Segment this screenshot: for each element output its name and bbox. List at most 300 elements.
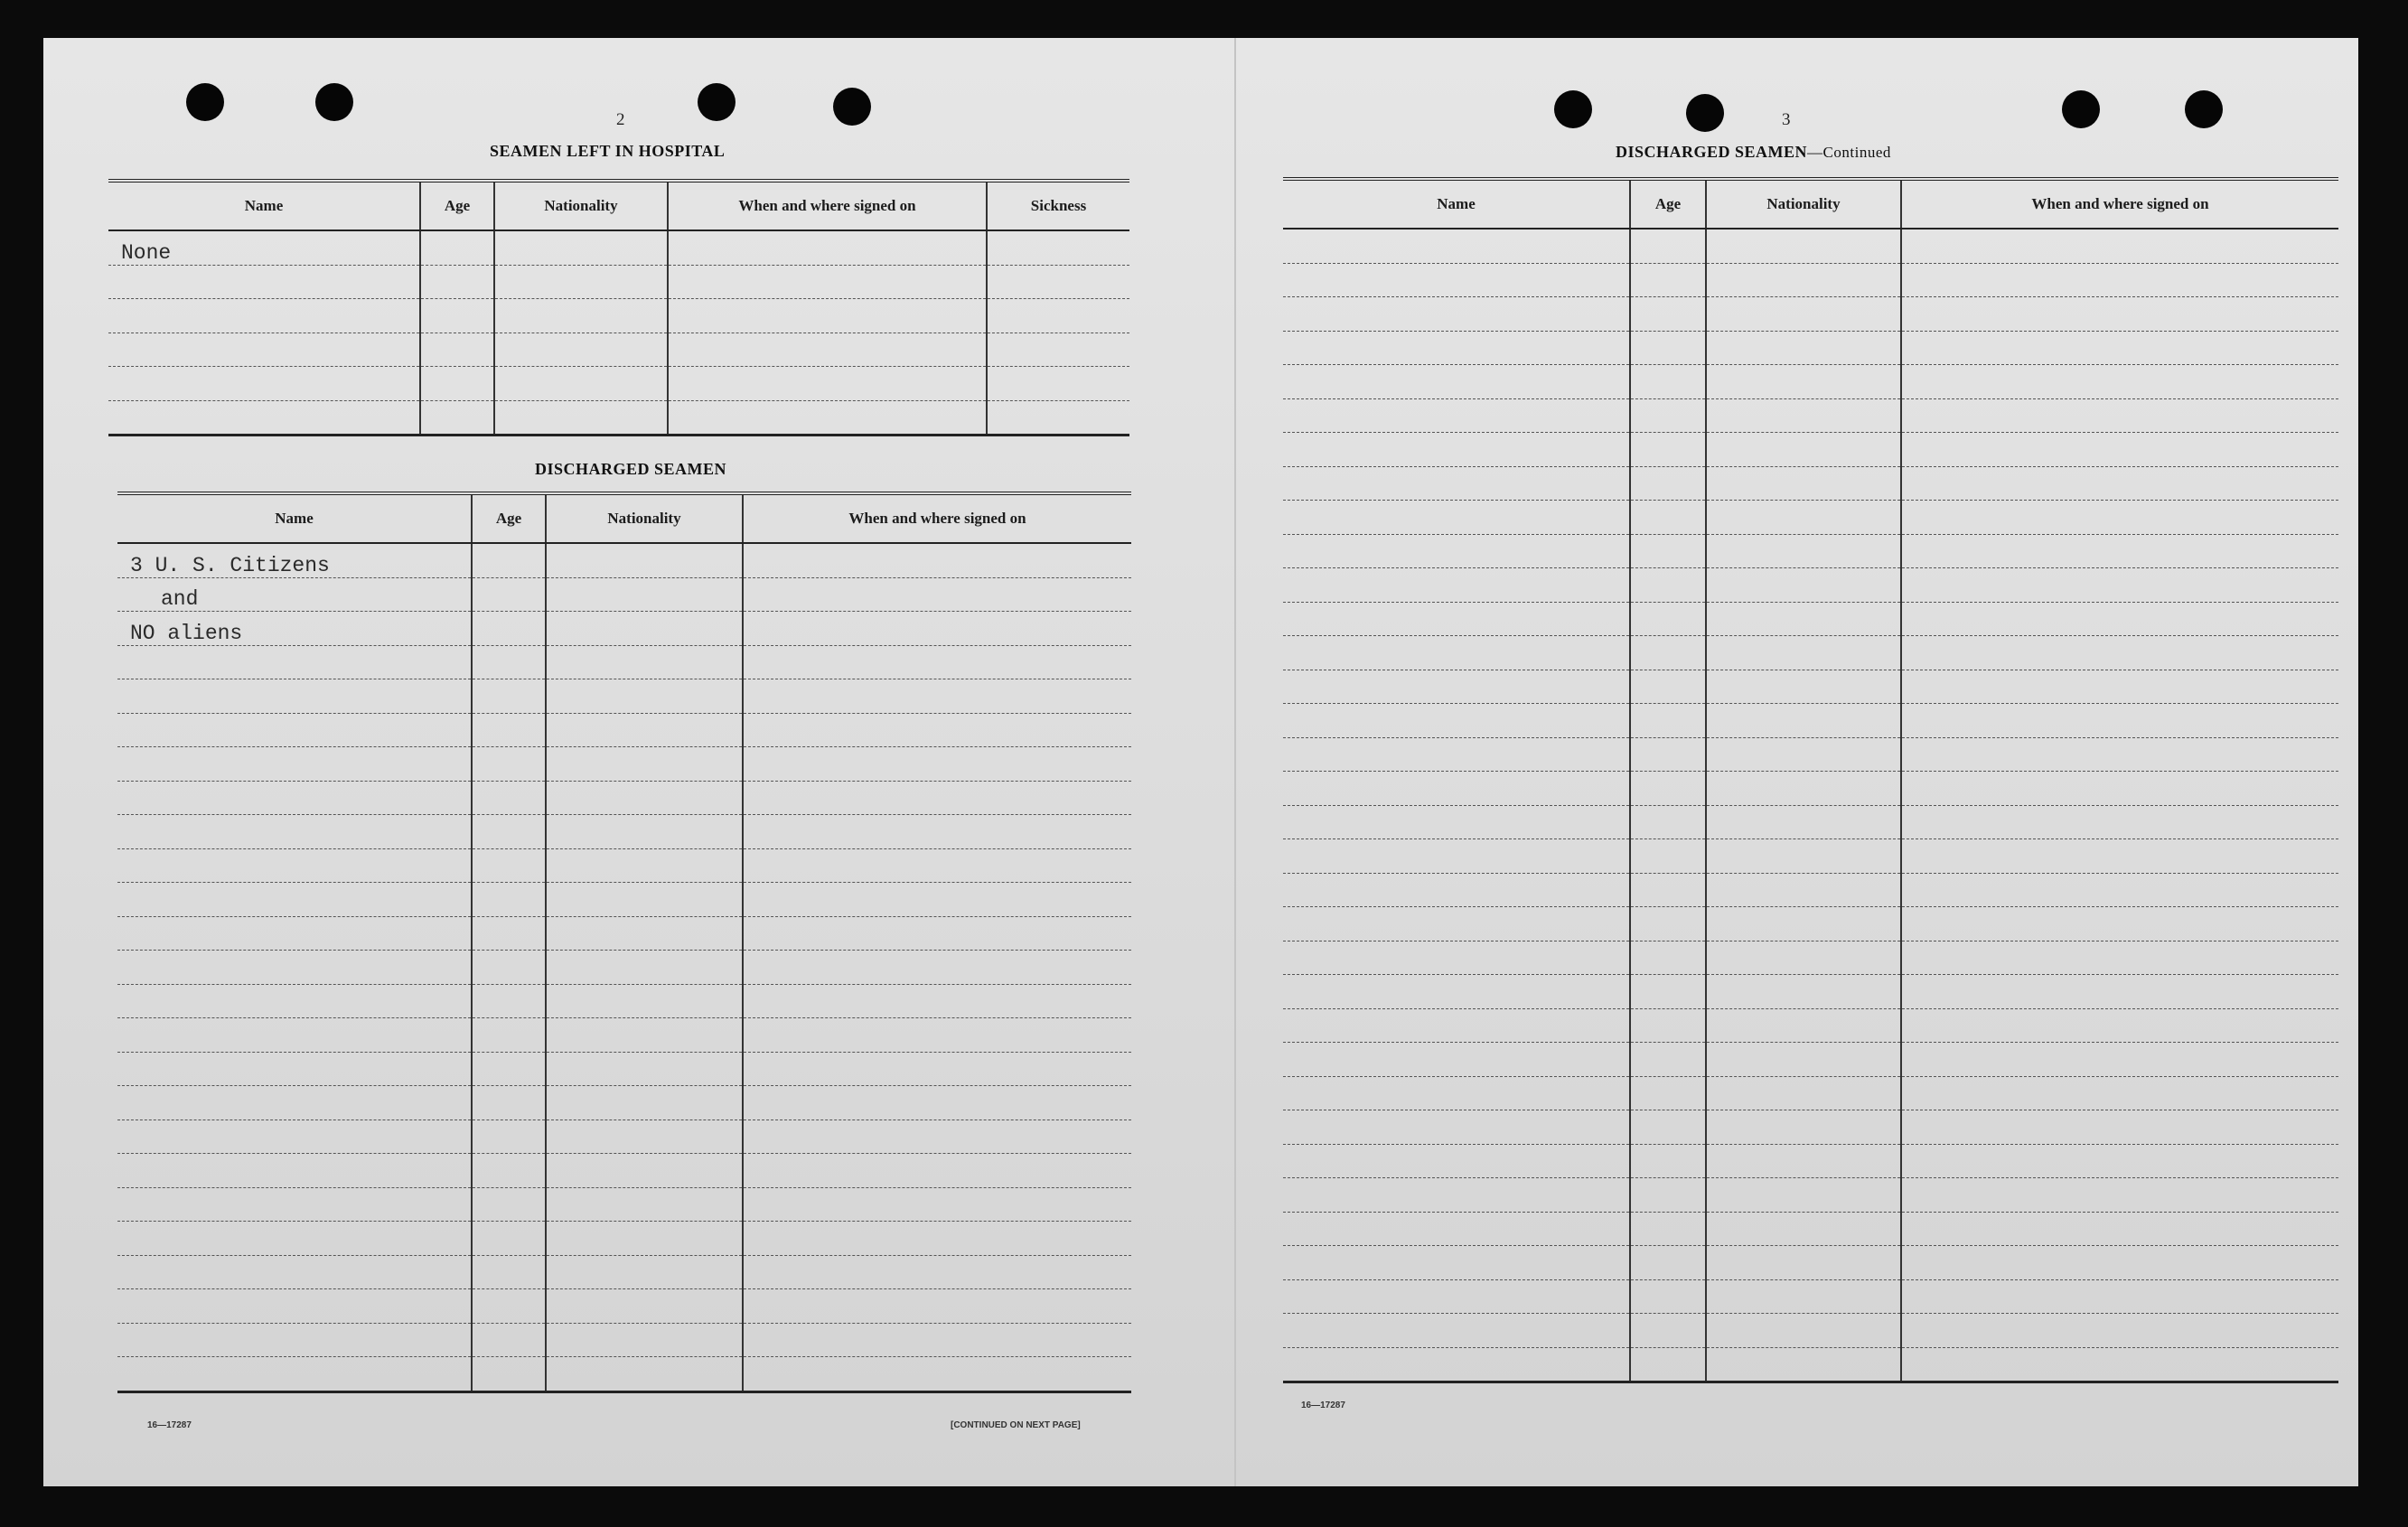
punch-hole — [1686, 94, 1724, 132]
table-cell — [1706, 602, 1901, 636]
table-cell — [1901, 433, 2338, 467]
table-cell — [1901, 1076, 2338, 1110]
table-cell — [1901, 1279, 2338, 1314]
name-cell — [1283, 1314, 1630, 1348]
table-row — [1283, 873, 2338, 907]
table-cell — [1706, 501, 1901, 535]
table-cell — [1901, 1008, 2338, 1043]
table-row — [1283, 365, 2338, 399]
name-cell — [1283, 873, 1630, 907]
table-cell — [1706, 1212, 1901, 1246]
table-cell — [1901, 737, 2338, 772]
table-cell — [1706, 805, 1901, 839]
table-cell — [1901, 501, 2338, 535]
table-cell — [1706, 636, 1901, 670]
name-cell — [1283, 1212, 1630, 1246]
table-cell — [546, 984, 743, 1018]
table-cell — [546, 747, 743, 782]
table-row — [117, 679, 1131, 714]
table-cell — [743, 1255, 1131, 1289]
name-cell — [1283, 1279, 1630, 1314]
table-cell — [743, 1018, 1131, 1053]
name-cell — [1283, 229, 1630, 263]
table-row — [1283, 229, 2338, 263]
table-cell — [420, 299, 494, 333]
table-cell — [1706, 398, 1901, 433]
name-cell — [1283, 602, 1630, 636]
table-row — [1283, 398, 2338, 433]
punch-hole — [2185, 90, 2223, 128]
table-cell — [668, 265, 987, 299]
column-header: When and where signed on — [743, 493, 1131, 543]
column-header: Name — [1283, 179, 1630, 229]
table-cell — [546, 815, 743, 849]
table-cell — [987, 265, 1129, 299]
table-cell — [472, 883, 546, 917]
table-row — [117, 984, 1131, 1018]
table-cell — [1901, 602, 2338, 636]
table-cell — [743, 951, 1131, 985]
name-cell — [1283, 1008, 1630, 1043]
table-cell — [472, 848, 546, 883]
column-header: Age — [472, 493, 546, 543]
table-cell — [420, 400, 494, 436]
table-cell — [668, 333, 987, 367]
table-cell — [1630, 1043, 1706, 1077]
name-cell — [1283, 704, 1630, 738]
table-row — [1283, 1212, 2338, 1246]
table-cell — [1901, 704, 2338, 738]
table-row — [117, 1289, 1131, 1324]
table-cell — [1706, 534, 1901, 568]
table-cell — [1630, 263, 1706, 297]
table-cell — [743, 543, 1131, 577]
table-cell — [472, 679, 546, 714]
continued-suffix: —Continued — [1807, 144, 1891, 161]
column-header: Nationality — [1706, 179, 1901, 229]
table-cell — [546, 1018, 743, 1053]
table-cell — [1901, 466, 2338, 501]
name-cell — [117, 1222, 472, 1256]
punch-hole — [315, 83, 353, 121]
table-cell — [1630, 1279, 1706, 1314]
table-row — [1283, 1110, 2338, 1145]
column-header: When and where signed on — [668, 181, 987, 230]
table-row — [1283, 263, 2338, 297]
name-cell — [117, 916, 472, 951]
table-cell — [743, 1357, 1131, 1392]
table-row — [117, 1052, 1131, 1086]
table-cell — [1630, 1144, 1706, 1178]
center-fold — [1234, 38, 1236, 1486]
table-cell — [420, 333, 494, 367]
table-cell — [1901, 805, 2338, 839]
name-cell — [117, 1289, 472, 1324]
table-cell — [1630, 704, 1706, 738]
table-cell — [1901, 636, 2338, 670]
table-cell — [420, 230, 494, 265]
name-cell — [1283, 1347, 1630, 1382]
table-cell — [472, 1154, 546, 1188]
table-cell — [1901, 1246, 2338, 1280]
table-cell — [420, 367, 494, 401]
name-cell — [117, 713, 472, 747]
name-cell — [1283, 1110, 1630, 1145]
table-row — [1283, 1043, 2338, 1077]
table-cell — [494, 367, 668, 401]
table-cell — [546, 1289, 743, 1324]
form-number-left: 16—17287 — [147, 1420, 192, 1430]
table-cell — [1706, 568, 1901, 603]
table-cell — [1901, 1144, 2338, 1178]
column-header: Age — [1630, 179, 1706, 229]
table-cell — [472, 543, 546, 577]
table-row — [1283, 501, 2338, 535]
name-cell — [1283, 670, 1630, 704]
table-cell — [546, 1119, 743, 1154]
page-number-right: 3 — [1782, 110, 1791, 129]
table-cell — [743, 612, 1131, 646]
table-row — [117, 1018, 1131, 1053]
table-cell — [1630, 737, 1706, 772]
table-row — [117, 1357, 1131, 1392]
name-cell: NO aliens — [117, 612, 472, 646]
table-cell — [743, 1222, 1131, 1256]
column-header: Sickness — [987, 181, 1129, 230]
name-cell — [117, 1018, 472, 1053]
table-row — [117, 713, 1131, 747]
table-cell — [743, 1187, 1131, 1222]
table-cell — [472, 1323, 546, 1357]
name-cell — [1283, 501, 1630, 535]
discharged-section-title: DISCHARGED SEAMEN — [535, 460, 727, 478]
table-row — [117, 1323, 1131, 1357]
table-row — [117, 848, 1131, 883]
table-cell — [546, 781, 743, 815]
table-cell — [1630, 907, 1706, 941]
name-cell — [117, 1086, 472, 1120]
table-cell — [1706, 907, 1901, 941]
name-cell — [1283, 975, 1630, 1009]
table-cell — [1706, 365, 1901, 399]
name-cell — [117, 1323, 472, 1357]
name-cell — [117, 1154, 472, 1188]
discharged-continued-title — [1616, 143, 1891, 162]
table-cell — [472, 781, 546, 815]
table-cell — [1630, 229, 1706, 263]
table-cell — [743, 916, 1131, 951]
table-row — [1283, 805, 2338, 839]
table-cell — [1706, 1314, 1901, 1348]
table-row — [1283, 1008, 2338, 1043]
document-sheet — [43, 38, 2358, 1486]
table-cell — [743, 1086, 1131, 1120]
table-cell — [743, 645, 1131, 679]
table-cell — [1901, 263, 2338, 297]
table-row — [117, 916, 1131, 951]
name-cell — [1283, 805, 1630, 839]
name-cell — [1283, 297, 1630, 332]
table-cell — [1630, 772, 1706, 806]
table-cell — [1706, 466, 1901, 501]
name-cell — [1283, 1043, 1630, 1077]
name-cell — [117, 1052, 472, 1086]
table-row — [117, 747, 1131, 782]
table-cell — [1630, 534, 1706, 568]
table-cell — [668, 299, 987, 333]
table-cell — [987, 367, 1129, 401]
table-cell — [743, 883, 1131, 917]
table-cell — [546, 1323, 743, 1357]
name-cell — [1283, 568, 1630, 603]
table-row — [1283, 772, 2338, 806]
table-cell — [743, 848, 1131, 883]
table-cell — [743, 1323, 1131, 1357]
table-row — [117, 1119, 1131, 1154]
table-cell — [546, 1255, 743, 1289]
form-number-right: 16—17287 — [1301, 1401, 1345, 1410]
table-cell — [1901, 1110, 2338, 1145]
table-row — [1283, 1246, 2338, 1280]
table-cell — [1706, 704, 1901, 738]
table-cell — [546, 951, 743, 985]
table-cell — [743, 713, 1131, 747]
table-cell — [743, 1289, 1131, 1324]
table-cell — [1706, 839, 1901, 874]
hospital-section-title: SEAMEN LEFT IN HOSPITAL — [490, 142, 726, 160]
table-row — [117, 815, 1131, 849]
table-cell — [1630, 501, 1706, 535]
table-row — [108, 299, 1129, 333]
table-cell — [1901, 398, 2338, 433]
table-cell — [1630, 602, 1706, 636]
column-header: Name — [117, 493, 472, 543]
table-cell — [987, 400, 1129, 436]
table-cell — [1630, 398, 1706, 433]
table-cell — [472, 1222, 546, 1256]
table-cell — [1630, 433, 1706, 467]
table-cell — [1630, 670, 1706, 704]
table-cell — [1706, 1279, 1901, 1314]
column-header: When and where signed on — [1901, 179, 2338, 229]
table-cell — [1901, 1043, 2338, 1077]
table-cell — [1901, 1314, 2338, 1348]
table-cell — [668, 230, 987, 265]
table-row — [117, 1187, 1131, 1222]
table-cell — [743, 984, 1131, 1018]
column-header: Name — [108, 181, 420, 230]
name-cell — [117, 1187, 472, 1222]
table-cell — [1901, 975, 2338, 1009]
table-cell — [1630, 365, 1706, 399]
table-cell — [1630, 636, 1706, 670]
table-cell — [743, 577, 1131, 612]
column-header: Nationality — [546, 493, 743, 543]
table-cell — [546, 543, 743, 577]
table-row — [1283, 704, 2338, 738]
name-cell — [117, 1255, 472, 1289]
table-cell — [472, 1289, 546, 1324]
name-cell — [1283, 466, 1630, 501]
table-cell — [1630, 941, 1706, 975]
table-row — [117, 951, 1131, 985]
table-cell — [420, 265, 494, 299]
table-cell — [472, 1187, 546, 1222]
name-cell — [1283, 263, 1630, 297]
table-cell — [472, 645, 546, 679]
table-row — [117, 1154, 1131, 1188]
table-cell — [546, 1187, 743, 1222]
table-row — [1283, 602, 2338, 636]
table-row — [1283, 636, 2338, 670]
table-cell — [1901, 365, 2338, 399]
table-cell — [1630, 873, 1706, 907]
name-cell — [117, 747, 472, 782]
name-cell — [1283, 907, 1630, 941]
table-row — [1283, 1347, 2338, 1382]
name-cell — [117, 951, 472, 985]
table-cell — [472, 1119, 546, 1154]
table-cell — [1630, 568, 1706, 603]
table-cell — [743, 815, 1131, 849]
table-cell — [1706, 1008, 1901, 1043]
table-cell — [472, 1052, 546, 1086]
name-cell — [1283, 636, 1630, 670]
name-cell: 3 U. S. Citizens — [117, 543, 472, 577]
table-cell — [743, 679, 1131, 714]
table-cell — [1901, 873, 2338, 907]
table-cell — [1630, 297, 1706, 332]
table-row — [1283, 975, 2338, 1009]
table-cell — [987, 230, 1129, 265]
table-row — [1283, 1314, 2338, 1348]
table-row — [117, 645, 1131, 679]
table-row — [1283, 1076, 2338, 1110]
table-cell — [546, 713, 743, 747]
table-cell — [1706, 1043, 1901, 1077]
table-cell — [472, 1086, 546, 1120]
table-cell — [1901, 568, 2338, 603]
table-cell — [743, 1119, 1131, 1154]
table-row — [1283, 1144, 2338, 1178]
table-cell — [472, 1018, 546, 1053]
table-cell — [472, 916, 546, 951]
table-cell — [472, 713, 546, 747]
table-cell — [1706, 737, 1901, 772]
table-cell — [1706, 873, 1901, 907]
table-cell — [546, 1052, 743, 1086]
table-row — [117, 883, 1131, 917]
table-cell — [1901, 1347, 2338, 1382]
name-cell: None — [108, 230, 420, 265]
name-cell — [1283, 1178, 1630, 1213]
table-cell — [1706, 670, 1901, 704]
table-cell — [472, 984, 546, 1018]
table-cell — [1901, 331, 2338, 365]
table-row — [1283, 941, 2338, 975]
name-cell — [1283, 737, 1630, 772]
table-cell — [1706, 772, 1901, 806]
table-row — [117, 1222, 1131, 1256]
table-cell — [1901, 941, 2338, 975]
table-cell — [1901, 670, 2338, 704]
table-cell — [743, 747, 1131, 782]
table-row — [117, 1255, 1131, 1289]
name-cell — [117, 883, 472, 917]
table-cell — [546, 577, 743, 612]
name-cell — [108, 299, 420, 333]
table-cell — [494, 333, 668, 367]
table-cell — [472, 1357, 546, 1392]
table-row — [1283, 907, 2338, 941]
table-cell — [1706, 297, 1901, 332]
name-cell — [117, 848, 472, 883]
table-row — [1283, 1279, 2338, 1314]
table-cell — [1630, 1076, 1706, 1110]
table-cell — [1630, 805, 1706, 839]
name-cell — [117, 1357, 472, 1392]
table-cell — [1901, 1178, 2338, 1213]
table-row — [1283, 737, 2338, 772]
table-cell — [1706, 1076, 1901, 1110]
name-cell — [1283, 839, 1630, 874]
table-cell — [668, 367, 987, 401]
discharged-continued-table — [1283, 177, 2338, 1383]
name-cell — [1283, 365, 1630, 399]
table-row — [1283, 466, 2338, 501]
table-cell — [1630, 1110, 1706, 1145]
table-cell — [668, 400, 987, 436]
name-cell — [108, 333, 420, 367]
table-cell — [494, 400, 668, 436]
punch-hole — [833, 88, 871, 126]
table-cell — [1630, 331, 1706, 365]
table-cell — [546, 679, 743, 714]
table-cell — [1630, 1212, 1706, 1246]
name-cell — [108, 367, 420, 401]
table-cell — [546, 1222, 743, 1256]
table-cell — [1630, 1178, 1706, 1213]
table-cell — [1706, 263, 1901, 297]
table-row — [1283, 670, 2338, 704]
discharged-continued-title-text: DISCHARGED SEAMEN — [1616, 143, 1808, 161]
continued-note: [CONTINUED ON NEXT PAGE] — [951, 1420, 1081, 1430]
name-cell — [117, 984, 472, 1018]
name-cell — [1283, 534, 1630, 568]
table-cell — [1706, 941, 1901, 975]
discharged-table — [117, 492, 1131, 1393]
name-cell: and — [117, 577, 472, 612]
table-cell — [472, 1255, 546, 1289]
table-cell — [1901, 534, 2338, 568]
name-cell — [108, 400, 420, 436]
table-cell — [494, 265, 668, 299]
table-cell — [472, 612, 546, 646]
name-cell — [117, 1119, 472, 1154]
table-cell — [743, 1154, 1131, 1188]
name-cell — [1283, 772, 1630, 806]
table-cell — [546, 645, 743, 679]
table-cell — [1706, 229, 1901, 263]
table-cell — [1706, 433, 1901, 467]
punch-hole — [2062, 90, 2100, 128]
table-cell — [546, 848, 743, 883]
name-cell — [108, 265, 420, 299]
table-cell — [1901, 772, 2338, 806]
table-row — [108, 333, 1129, 367]
column-header: Nationality — [494, 181, 668, 230]
table-row — [117, 543, 1131, 577]
